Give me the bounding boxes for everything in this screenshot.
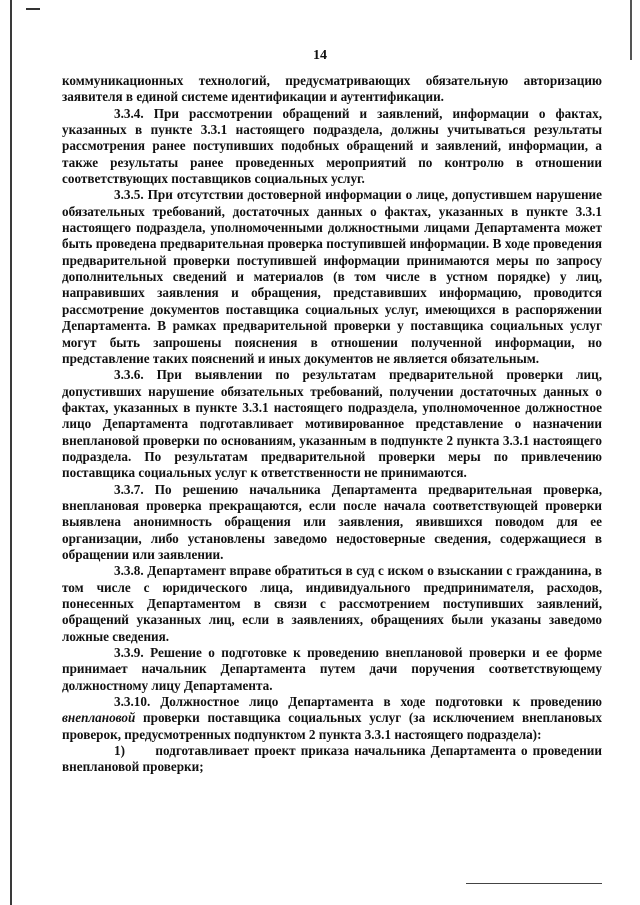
scan-top-mark <box>26 8 40 10</box>
paragraph-3-3-10 <box>62 694 602 743</box>
footer-rule <box>466 883 602 884</box>
list-item-text: подготавливает проект приказа начальника Департамента о проведении внеплановой проверки; <box>62 743 602 775</box>
paragraph-3-3-5: 3.3.5. При отсутствии достоверной информации о лице, допустившем нарушение обязательных требований, достаточных данных о фактах, указанных в пункте 3.3.1 настоящего подраздела, уполномоченными должностными лицами Департамента может быть проведена предварительная проверка поступившей информации. В ходе проведения предварительной проверки поступившей информации принимаются меры по запросу дополнительных сведений и материалов (в том числе в устном порядке) у лиц, направивших заявления и обращения, представивших информацию, проводится рассмотрение документов поставщика социальных услуг, имеющихся в распоряжении Департамента. В рамках предварительной проверки у поставщика социальных услуг могут быть запрошены пояснения в отношении полученной информации, но представление таких пояснений и иных документов не является обязательным. <box>62 187 602 366</box>
list-item-1 <box>62 743 602 776</box>
paragraph-3-3-10-end: проверки поставщика социальных услуг (за исключением внеплановых проверок, предусмотренных подпунктом 2 пункта 3.3.1 настоящего подраздела): <box>62 710 602 742</box>
list-marker: 1) <box>114 743 125 759</box>
page-number: 14 <box>313 48 327 63</box>
paragraph-3-3-7: 3.3.7. По решению начальника Департамента предварительная проверка, внеплановая проверка прекращаются, если после начала соответствующей проверки выявлена анонимность обращения или заявления, явившихся поводом для ее организации, либо установлены заведомо недостоверные сведения, содержащиеся в обращении или заявлении. <box>62 481 602 562</box>
paragraph-continuation: коммуникационных технологий, предусматривающих обязательную авторизацию заявителя в единой системе идентификации и аутентификации. <box>62 73 602 105</box>
paragraph-3-3-8: 3.3.8. Департамент вправе обратиться в суд с иском о взыскании с гражданина, в том числе с юридического лица, индивидуального предпринимателя, расходов, понесенных Департаментом в связи с рассмотрением поступивших заявлений, обращений указанных лиц, если в заявлениях, обращениях были указаны заведомо ложные сведения. <box>62 563 602 644</box>
paragraph-3-3-6: 3.3.6. При выявлении по результатам предварительной проверки лиц, допустивших нарушение обязательных требований, получении достаточных данных о фактах, указанных в пункте 3.3.1 настоящего подраздела, уполномоченное должностное лицо Департамента подготавливает мотивированное представление о назначении внеплановой проверки по основаниям, указанным в подпункте 2 пункта 3.3.1 настоящего подраздела. По результатам предварительной проверки меры по привлечению поставщика социальных услуг к ответственности не принимаются. <box>62 367 602 481</box>
paragraph-3-3-9: 3.3.9. Решение о подготовке к проведению внеплановой проверки и ее форме принимает начальник Департамента путем дачи поручения соответствующему должностному лицу Департамента. <box>62 645 602 693</box>
paragraph-3-3-4: 3.3.4. При рассмотрении обращений и заявлений, информации о фактах, указанных в пункте 3.3.1 настоящего подраздела, должны учитываться результаты рассмотрения ранее поступивших подобных обращений и заявлений, информации, а также результаты ранее проведенных мероприятий по контролю в отношении соответствующих поставщиков социальных услуг. <box>62 105 602 187</box>
paragraph-3-3-10-start: 3.3.10. Должностное лицо Департамента в ходе подготовки к проведению <box>114 694 602 710</box>
document-body <box>62 73 602 776</box>
italic-word: внеплановой <box>62 710 136 726</box>
scan-edge-left <box>10 0 12 905</box>
